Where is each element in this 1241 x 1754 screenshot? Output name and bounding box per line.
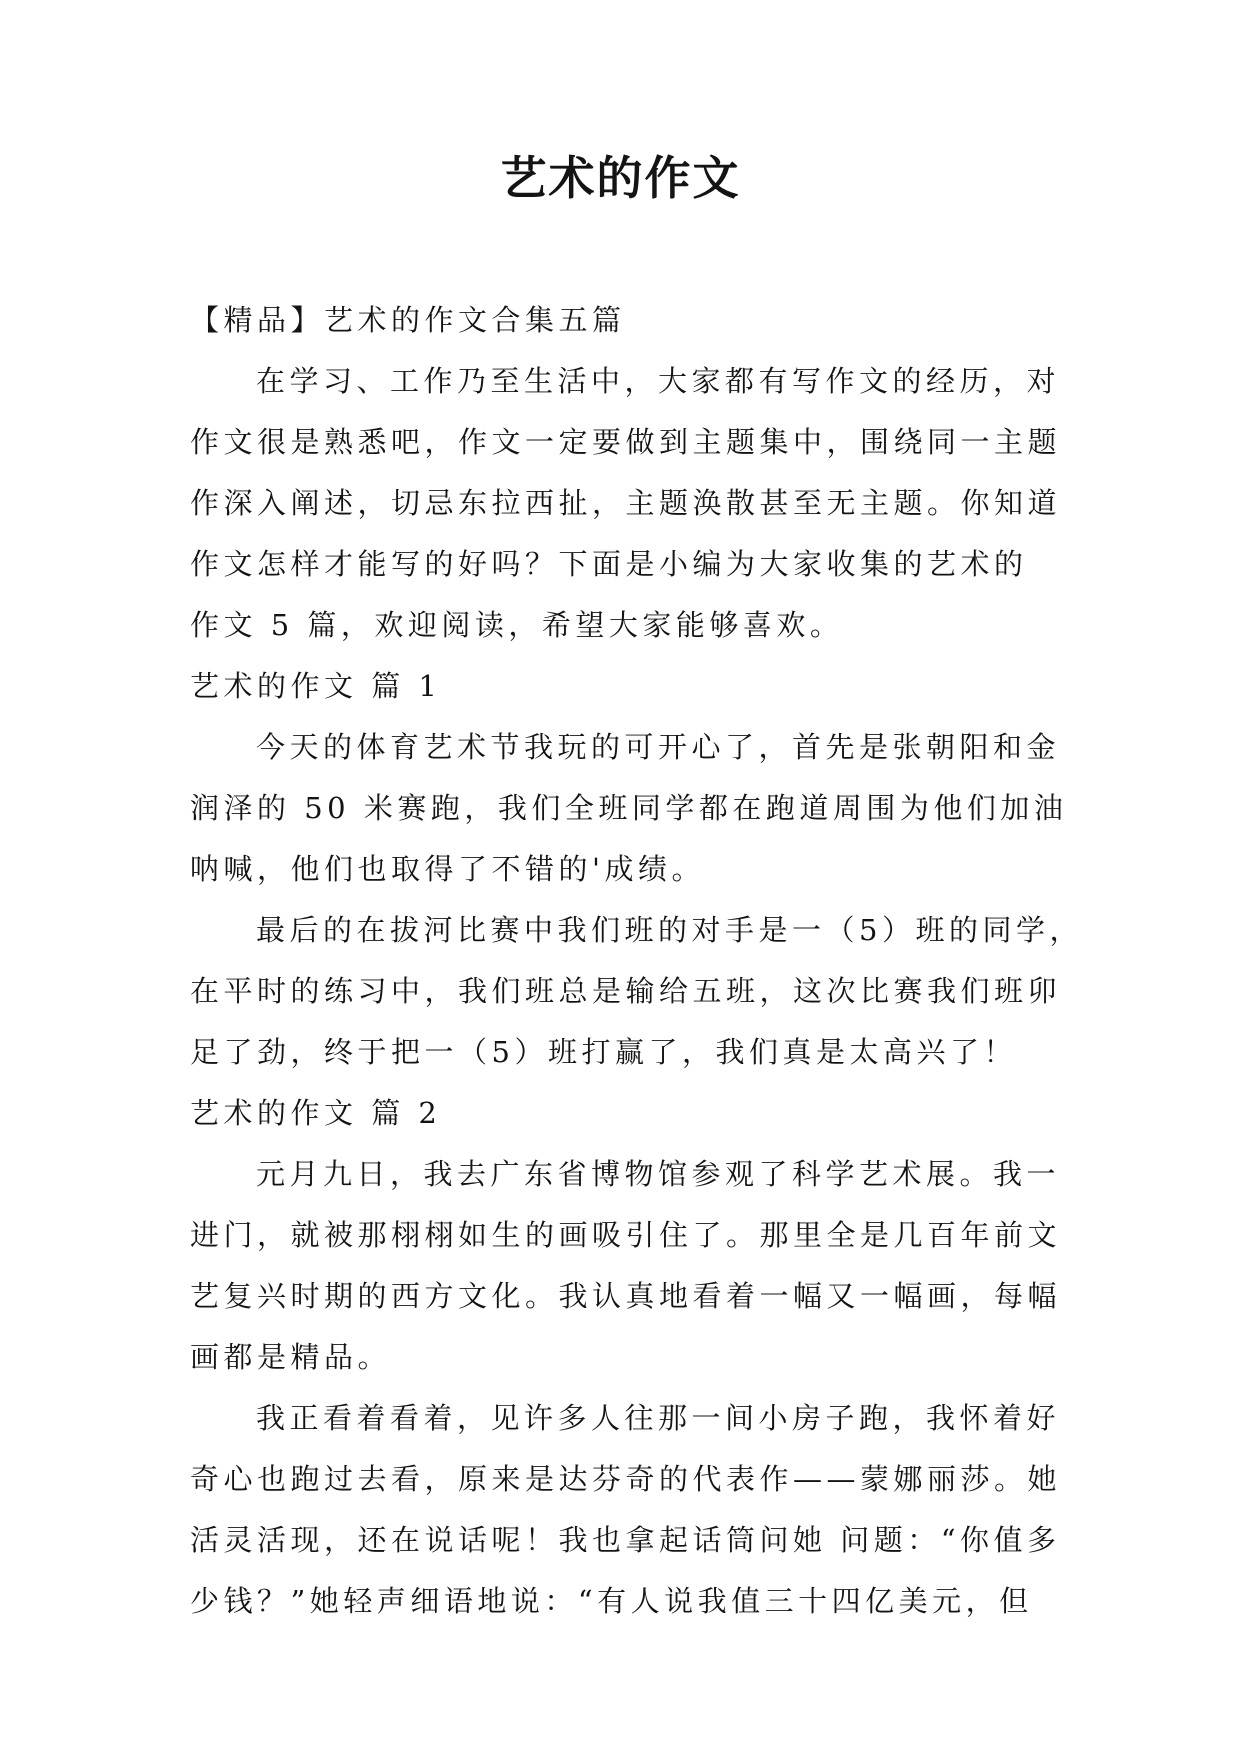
text-line: 活灵活现，还在说话呢！我也拿起话筒问她 问题：“你值多 <box>190 1523 1061 1557</box>
text-line: 元月九日，我去广东省博物馆参观了科学艺术展。我一 <box>256 1157 1061 1191</box>
text-line: 艺复兴时期的西方文化。我认真地看着一幅又一幅画，每幅 <box>190 1279 1062 1313</box>
text-line: 足了劲，终于把一（5）班打赢了，我们真是太高兴了！ <box>190 1035 1017 1069</box>
document-title: 艺术的作文 <box>500 151 741 205</box>
document-subtitle: 【精品】艺术的作文合集五篇 <box>190 303 626 337</box>
text-line: 在学习、工作乃至生活中，大家都有写作文的经历，对 <box>256 364 1061 398</box>
intro-paragraph <box>190 351 1062 656</box>
text-line: 作深入阐述，切忌东拉西扯，主题涣散甚至无主题。你知道 <box>190 486 1062 520</box>
text-line: 在平时的练习中，我们班总是输给五班，这次比赛我们班卯 <box>190 974 1062 1008</box>
section-1-paragraph-2 <box>190 900 1083 1083</box>
text-line: 奇心也跑过去看，原来是达芬奇的代表作——蒙娜丽莎。她 <box>190 1462 1062 1496</box>
text-line: 少钱？”她轻声细语地说：“有人说我值三十四亿美元，但 <box>190 1584 1033 1618</box>
text-line: 进门，就被那栩栩如生的画吸引住了。那里全是几百年前文 <box>190 1218 1062 1252</box>
section-heading: 艺术的作文 篇 2 <box>190 1096 442 1130</box>
document-body <box>190 290 1083 1632</box>
text-line: 画都是精品。 <box>190 1340 392 1374</box>
text-line: 润泽的 50 米赛跑，我们全班同学都在跑道周围为他们加油 <box>190 791 1068 825</box>
text-line: 作文很是熟悉吧，作文一定要做到主题集中，围绕同一主题 <box>190 425 1062 459</box>
text-line: 呐喊，他们也取得了不错的'成绩。 <box>190 852 705 886</box>
text-line: 作文怎样才能写的好吗？下面是小编为大家收集的艺术的 <box>190 547 1028 581</box>
text-line: 作文 5 篇，欢迎阅读，希望大家能够喜欢。 <box>190 608 844 642</box>
section-2-paragraph-1 <box>190 1144 1062 1388</box>
section-1-paragraph-1 <box>190 717 1068 900</box>
text-line: 我正看着看着，见许多人往那一间小房子跑，我怀着好 <box>256 1401 1061 1435</box>
section-2-paragraph-2 <box>190 1388 1062 1632</box>
text-line: 今天的体育艺术节我玩的可开心了，首先是张朝阳和金 <box>256 730 1061 764</box>
section-heading: 艺术的作文 篇 1 <box>190 669 442 703</box>
text-line: 最后的在拔河比赛中我们班的对手是一（5）班的同学， <box>256 913 1083 947</box>
